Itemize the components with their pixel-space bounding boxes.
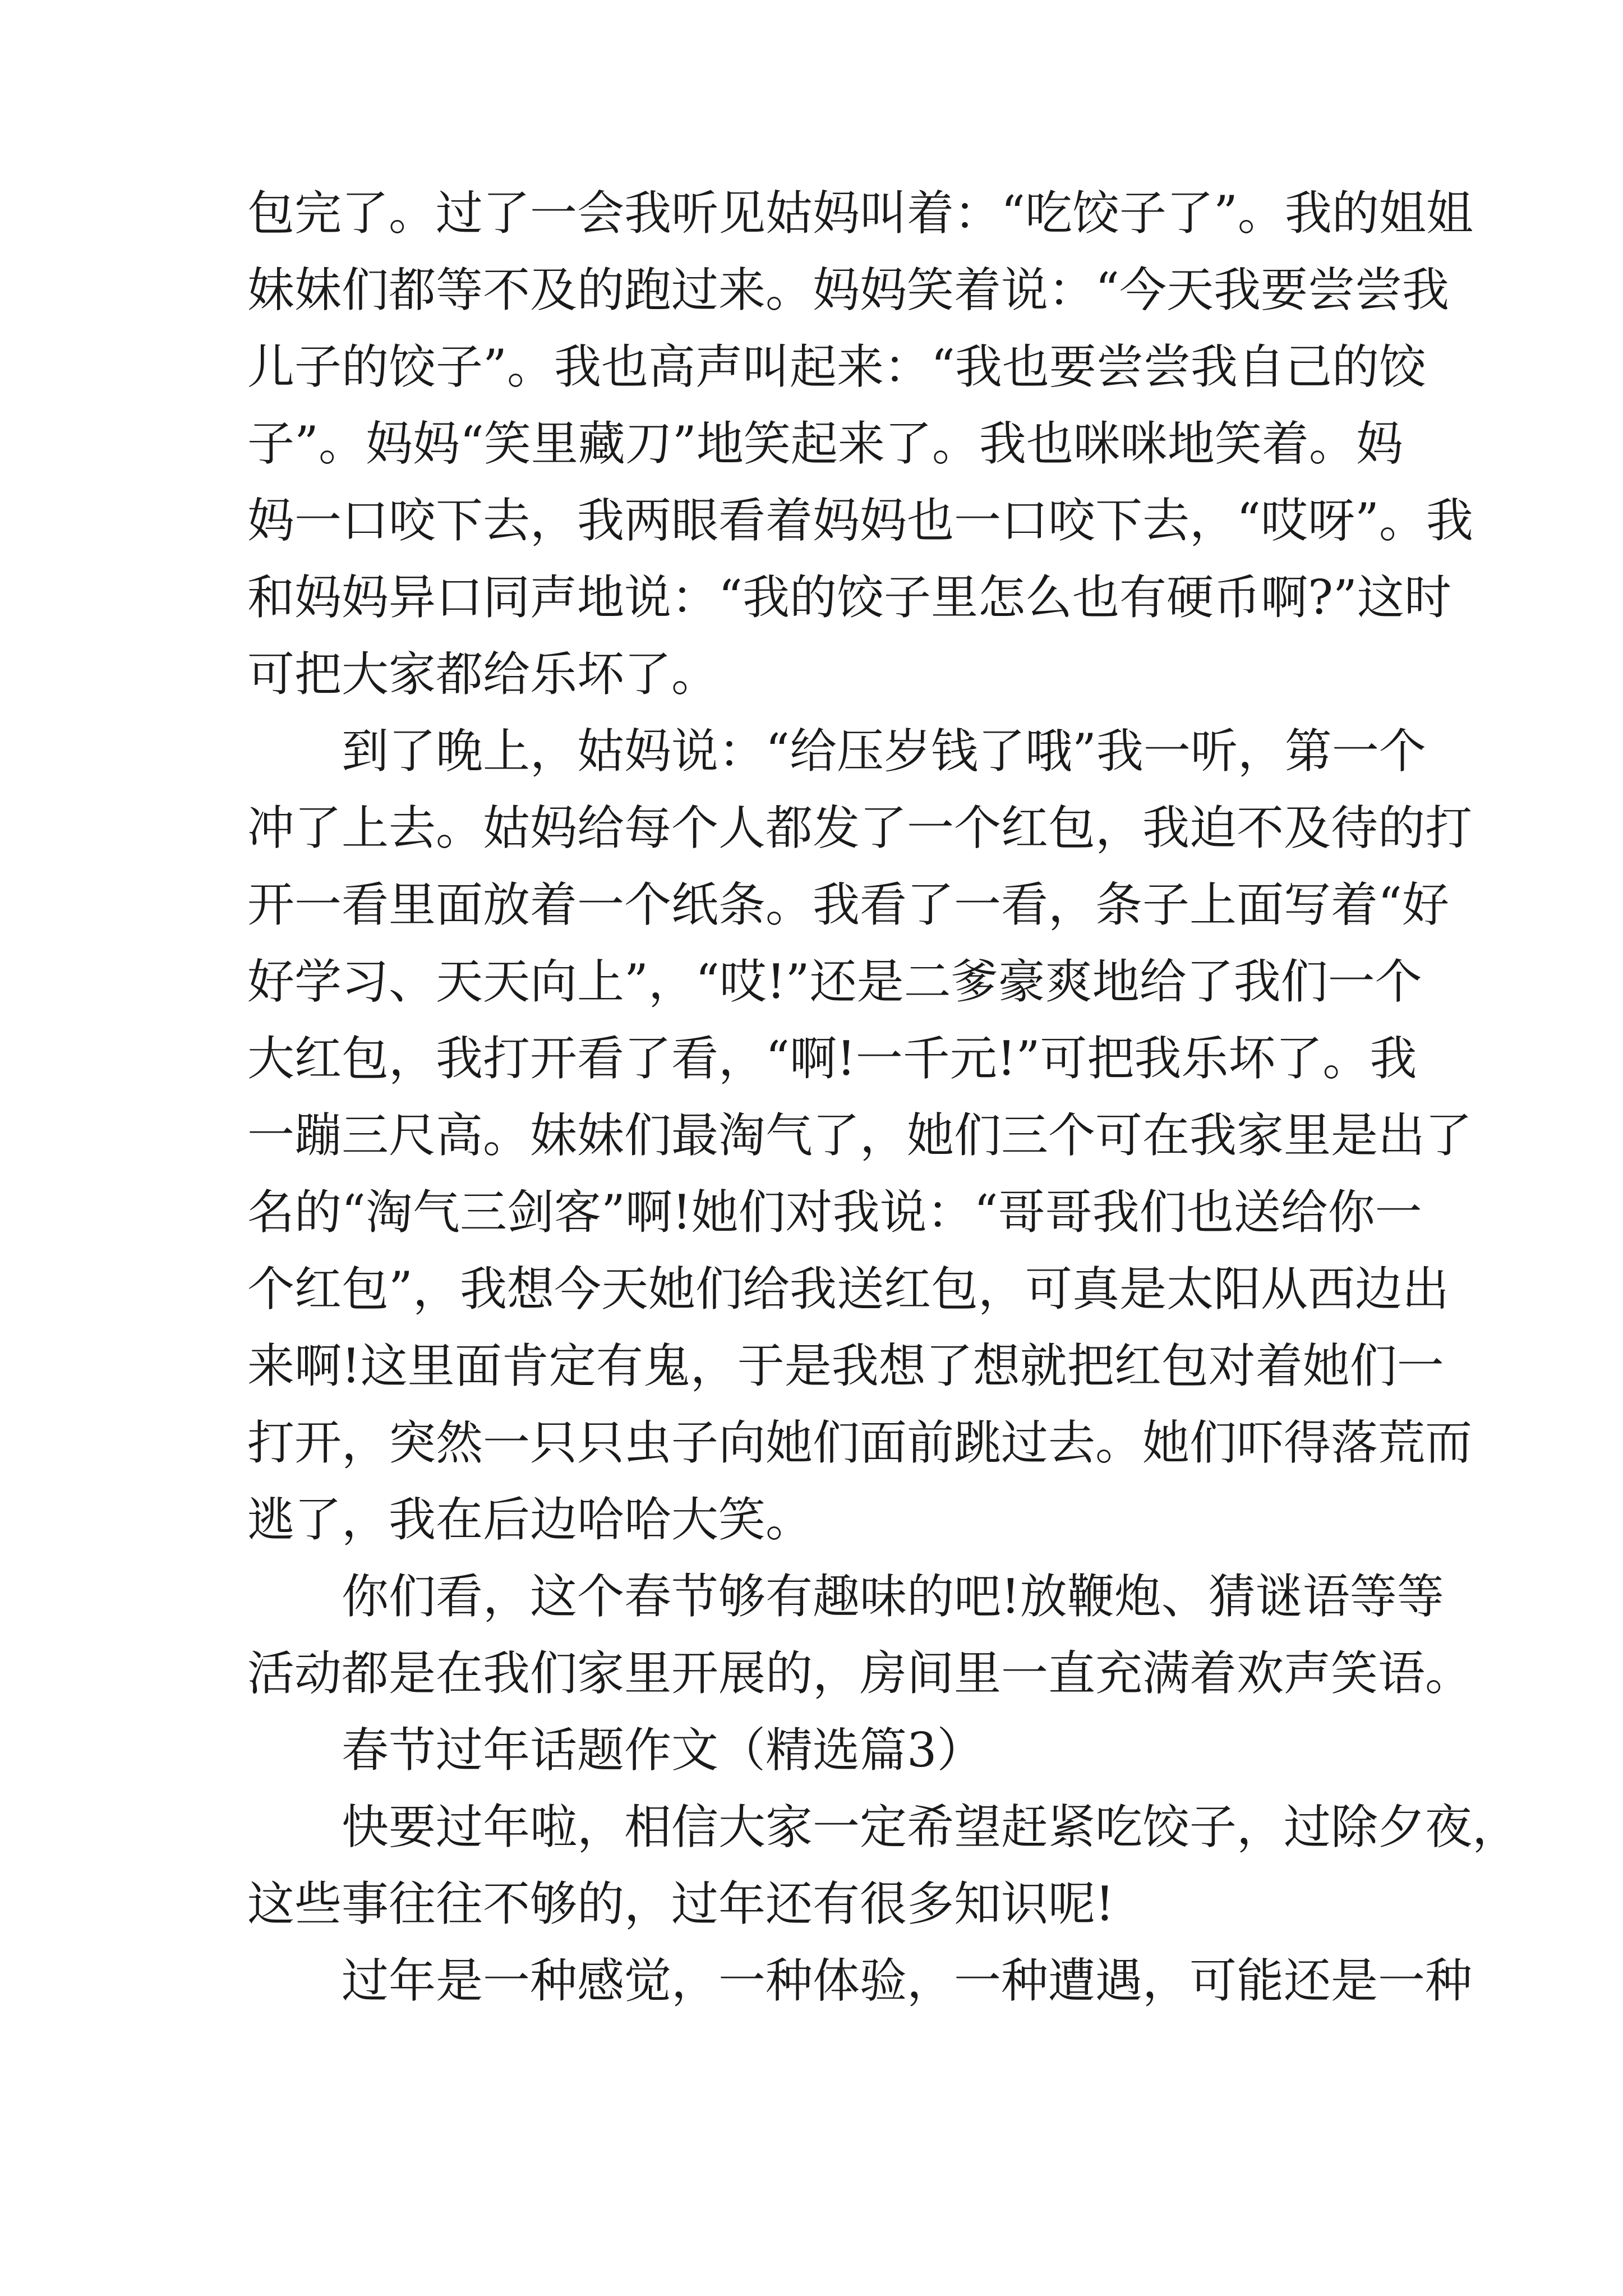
text-line: 冲了上去。姑妈给每个人都发了一个红包，我迫不及待的打 xyxy=(247,800,1473,855)
document-body xyxy=(247,175,1520,2019)
text-line: 包完了。过了一会我听见姑妈叫着：“吃饺子了”。我的姐姐 xyxy=(247,186,1473,241)
text-line: 个红包”，我想今天她们给我送红包，可真是太阳从西边出 xyxy=(247,1262,1449,1317)
text-line: 大红包，我打开看了看，“啊!一千元!”可把我乐坏了。我 xyxy=(247,1031,1417,1086)
text-line: 儿子的饺子”。我也高声叫起来：“我也要尝尝我自己的饺 xyxy=(247,339,1426,394)
text-line: 你们看，这个春节够有趣味的吧!放鞭炮、猜谜语等等 xyxy=(342,1569,1444,1624)
text-line: 到了晚上，姑妈说：“给压岁钱了哦”我一听，第一个 xyxy=(342,724,1426,779)
text-line: 妈一口咬下去，我两眼看着妈妈也一口咬下去，“哎呀”。我 xyxy=(247,493,1473,548)
text-line: 子”。妈妈“笑里藏刀”地笑起来了。我也咪咪地笑着。妈 xyxy=(247,416,1403,471)
text-line: 逃了，我在后边哈哈大笑。 xyxy=(247,1492,813,1547)
text-line: 和妈妈异口同声地说：“我的饺子里怎么也有硬币啊?”这时 xyxy=(247,570,1451,625)
text-line: 过年是一种感觉，一种体验，一种遭遇，可能还是一种 xyxy=(342,1953,1473,2008)
text-line: 一蹦三尺高。妹妹们最淘气了，她们三个可在我家里是出了 xyxy=(247,1108,1473,1163)
text-line: 打开，突然一只只虫子向她们面前跳过去。她们吓得落荒而 xyxy=(247,1415,1473,1470)
text-line: 活动都是在我们家里开展的，房间里一直充满着欢声笑语。 xyxy=(247,1646,1473,1701)
text-line: 好学习、天天向上”，“哎!”还是二爹豪爽地给了我们一个 xyxy=(247,954,1422,1009)
text-line: 快要过年啦，相信大家一定希望赶紧吃饺子，过除夕夜， xyxy=(342,1800,1520,1855)
text-line: 开一看里面放着一个纸条。我看了一看，条子上面写着“好 xyxy=(247,877,1449,932)
text-line: 可把大家都给乐坏了。 xyxy=(247,647,719,702)
text-line: 妹妹们都等不及的跑过来。妈妈笑着说：“今天我要尝尝我 xyxy=(247,263,1449,318)
text-line: 名的“淘气三剑客”啊!她们对我说：“哥哥我们也送给你一 xyxy=(247,1185,1422,1240)
text-line: 来啊!这里面肯定有鬼，于是我想了想就把红包对着她们一 xyxy=(247,1338,1444,1393)
text-line: 这些事往往不够的，过年还有很多知识呢! xyxy=(247,1876,1114,1931)
section-heading: 春节过年话题作文（精选篇3） xyxy=(342,1723,984,1778)
